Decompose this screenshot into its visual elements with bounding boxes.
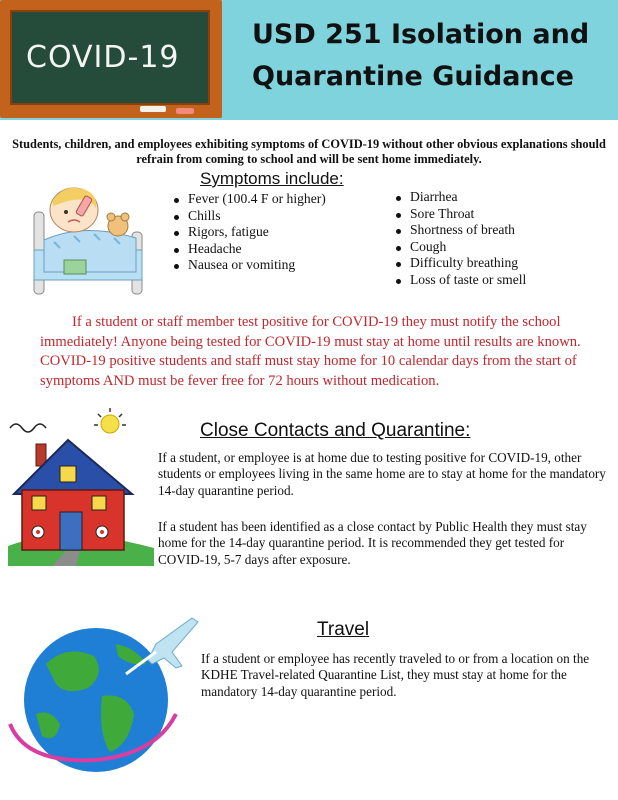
symptom-item: Difficulty breathing (396, 255, 526, 272)
notice-text: If a student or staff member test positive for COVID-19 they must notify the school immediately! Anyone being tested for COVID-19 must stay at home until results are known. COVID-19 positive students and staff must stay home for 10 calendar days from the start of symptoms AND must be fever free for 72 hours without medication. (40, 314, 581, 389)
symptoms-list-left (174, 191, 326, 274)
travel-heading: Travel (317, 619, 370, 640)
close-contacts-paragraph-1: If a student, or employee is at home due to testing positive for COVID-19, other students or employees living in the same home are to stay at home for the mandatory 14-day quarantine period. (158, 450, 606, 498)
travel-paragraph: If a student or employee has recently traveled to or from a location on the KDHE Travel-related Quarantine List, they must stay at home for the mandatory 14-day quarantine period. (201, 651, 590, 699)
title-line-2: Quarantine Guidance (252, 61, 574, 92)
title-line-1: USD 251 Isolation and (252, 19, 590, 50)
close-contacts-heading: Close Contacts and Quarantine: (200, 420, 471, 441)
close-contacts-paragraph-2: If a student has been identified as a close contact by Public Health they must stay home for the 14-day quarantine period. It is recommended they get tested for COVID-19, 5-7 days after exposure. (158, 519, 587, 567)
symptom-item: Rigors, fatigue (174, 224, 326, 241)
intro-text: Students, children, and employees exhibiting symptoms of COVID-19 without other obvious explanations should refrain from coming to school and will be sent home immediately. (12, 137, 606, 166)
symptom-item: Loss of taste or smell (396, 272, 526, 289)
house-illustration (6, 406, 156, 572)
symptom-item: Headache (174, 241, 326, 258)
chalkboard-image (0, 0, 222, 118)
symptoms-heading: Symptoms include: (200, 169, 344, 188)
sick-child-illustration (14, 172, 164, 300)
symptom-item: Cough (396, 239, 526, 256)
symptom-item: Shortness of breath (396, 222, 526, 239)
symptom-item: Fever (100.4 F or higher) (174, 191, 326, 208)
symptom-item: Chills (174, 208, 326, 225)
symptom-item: Nausea or vomiting (174, 257, 326, 274)
symptoms-list-right (396, 189, 526, 288)
chalk-piece (140, 106, 166, 112)
positive-test-notice (40, 313, 610, 391)
symptom-item: Sore Throat (396, 206, 526, 223)
header-banner (0, 0, 618, 120)
page-title (252, 14, 612, 98)
symptom-item: Diarrhea (396, 189, 526, 206)
chalkboard-surface (10, 10, 210, 105)
globe-airplane-illustration (6, 604, 202, 780)
chalk-piece (176, 108, 194, 114)
chalkboard-text: COVID-19 (26, 40, 180, 75)
